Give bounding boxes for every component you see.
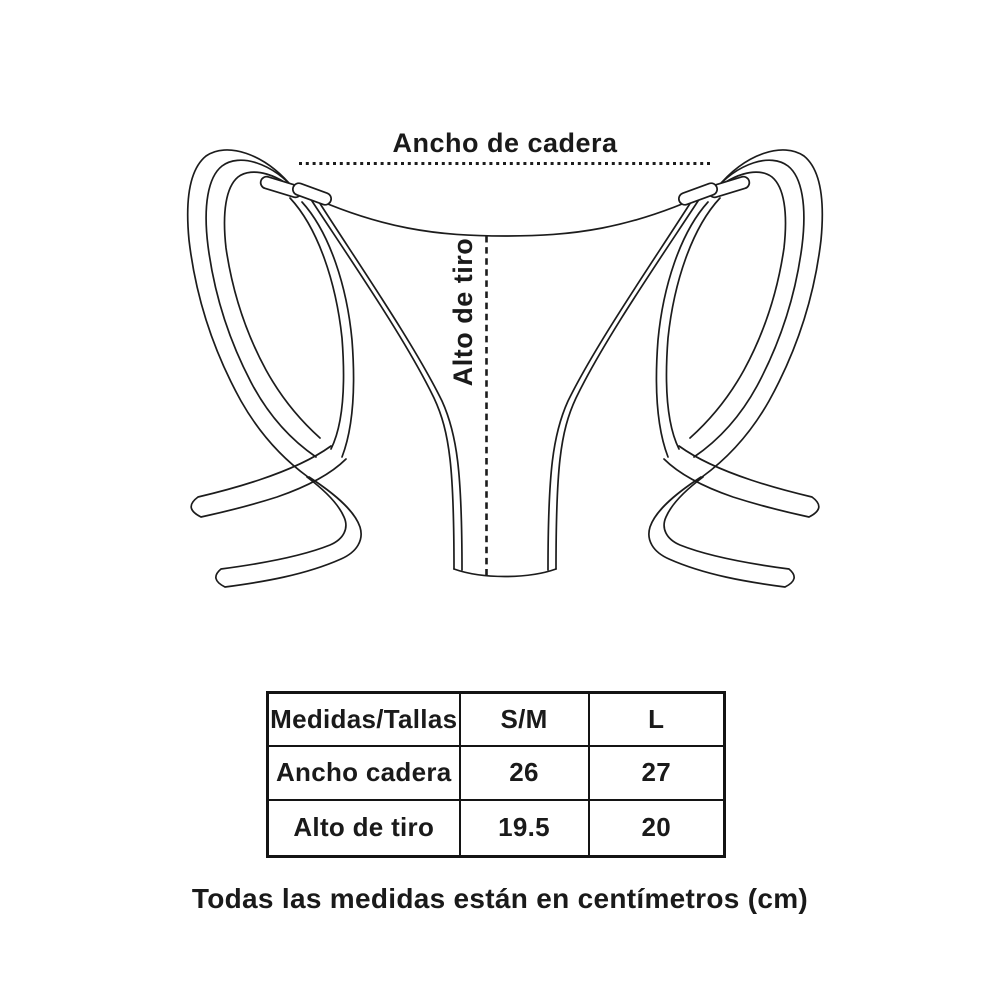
table-header-row: [268, 693, 725, 746]
rise-height-sm-value: 19.5: [460, 800, 589, 857]
table-row-rise-height: [268, 800, 725, 857]
rise-height-l-value: 20: [589, 800, 725, 857]
header-measures-sizes: Medidas/Tallas: [268, 693, 460, 746]
waistband-curve: [296, 190, 714, 236]
rise-height-label: Alto de tiro: [448, 237, 478, 387]
table-row-hip-width: [268, 746, 725, 800]
hip-width-label: Ancho de cadera: [392, 128, 618, 158]
hem-curve: [454, 569, 556, 577]
size-table: [266, 691, 726, 858]
row-label-hip-width: Ancho cadera: [268, 746, 460, 800]
units-footnote: Todas las medidas están en centímetros (cm): [191, 883, 809, 914]
header-size-sm: S/M: [460, 693, 589, 746]
right-strap-assembly: [548, 150, 822, 587]
hip-width-l-value: 27: [589, 746, 725, 800]
row-label-rise-height: Alto de tiro: [268, 800, 460, 857]
header-size-l: L: [589, 693, 725, 746]
hip-width-sm-value: 26: [460, 746, 589, 800]
left-strap-assembly: [188, 150, 462, 587]
